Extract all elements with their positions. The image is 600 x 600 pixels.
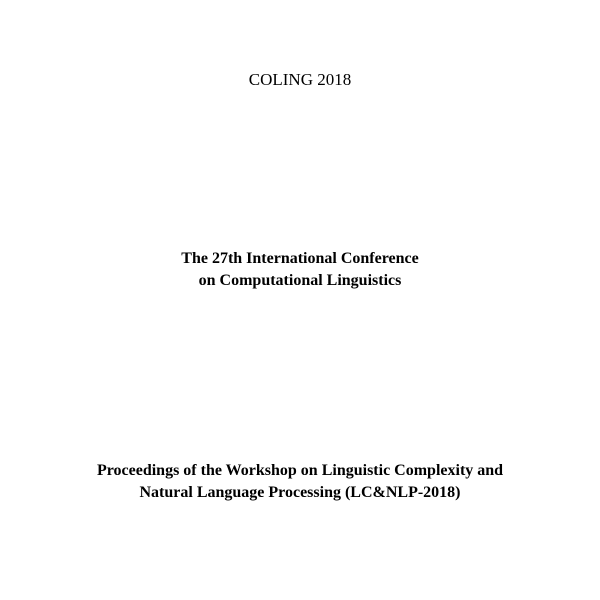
workshop-title-line-1: Proceedings of the Workshop on Linguistic Complexity and xyxy=(96,462,504,479)
conference-short-name xyxy=(0,69,600,91)
conference-title xyxy=(0,248,600,292)
workshop-title xyxy=(0,460,600,504)
conference-short-name-text: COLING 2018 xyxy=(248,70,352,89)
workshop-title-line-2: Natural Language Processing (LC&NLP-2018) xyxy=(139,484,461,501)
conference-title-line-2: on Computational Linguistics xyxy=(198,272,402,289)
conference-title-line-1: The 27th International Conference xyxy=(181,250,419,267)
